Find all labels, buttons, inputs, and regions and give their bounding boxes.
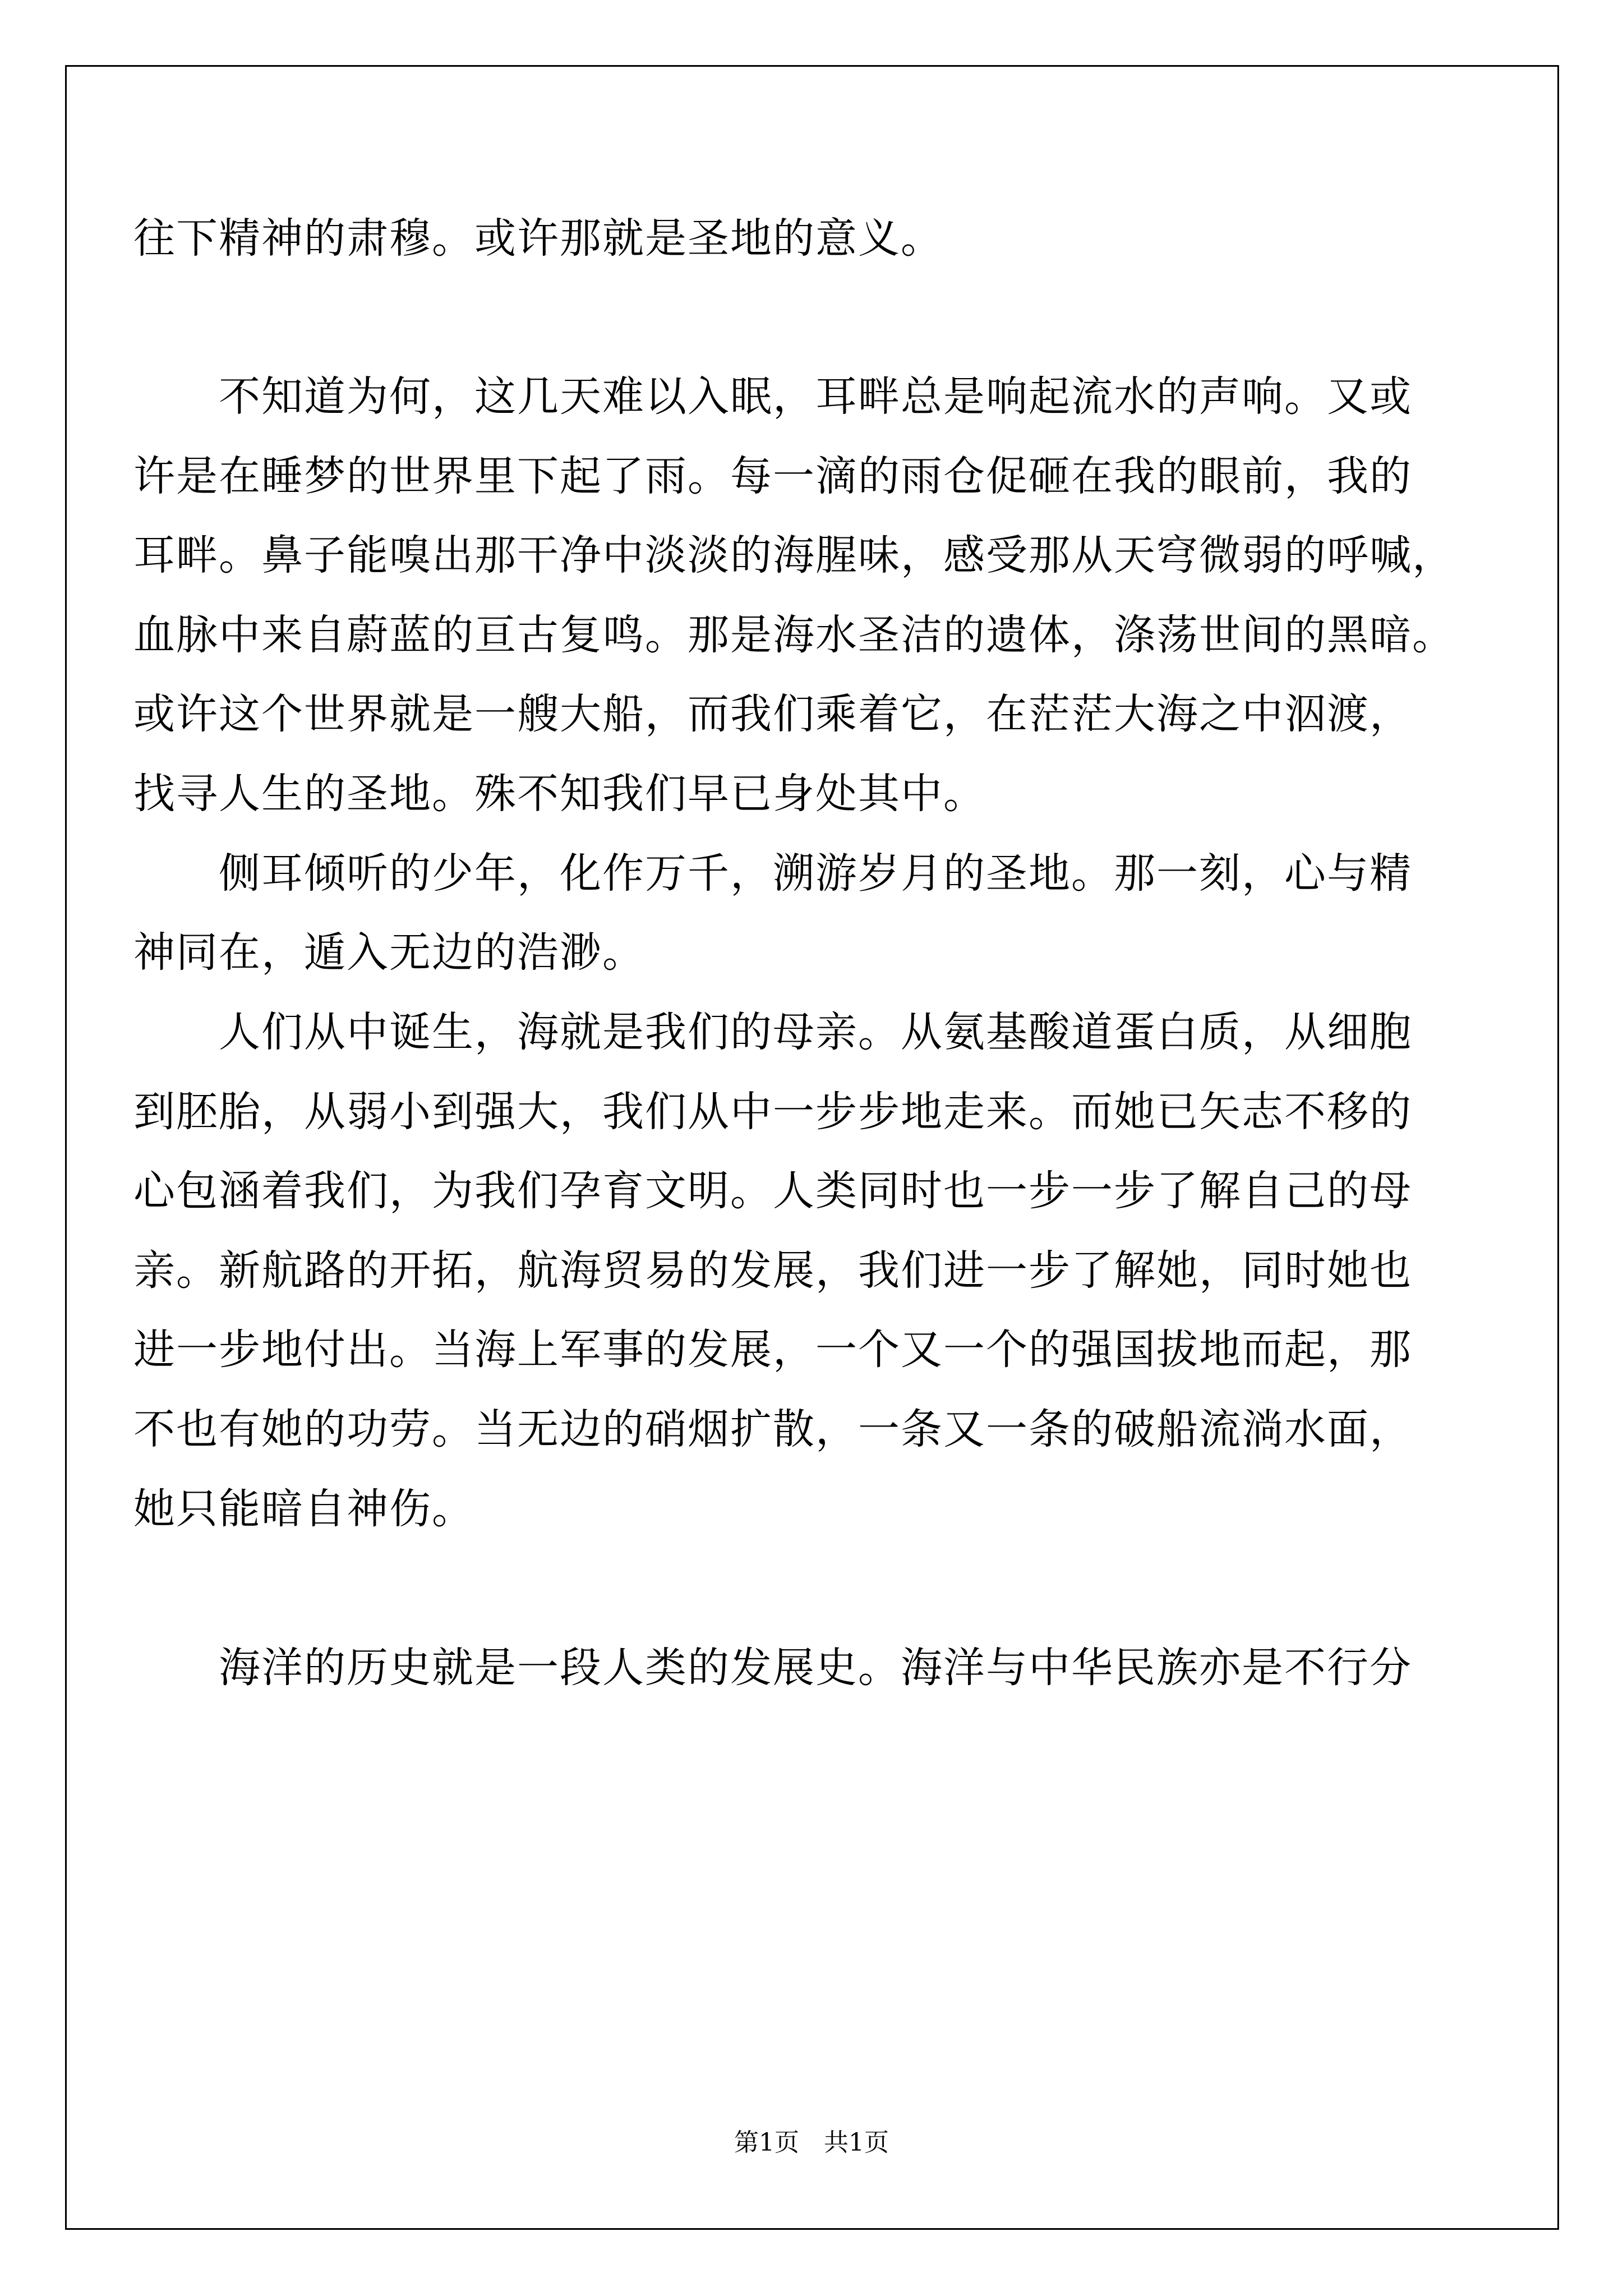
text-line: 侧耳倾听的少年，化作万千，溯游岁月的圣地。那一刻，心与精 (133, 849, 1412, 898)
text-line: 或许这个世界就是一艘大船，而我们乘着它，在茫茫大海之中泅渡， (133, 690, 1412, 738)
text-line: 血脉中来自蔚蓝的亘古复鸣。那是海水圣洁的遗体，涤荡世间的黑暗。 (133, 611, 1455, 659)
page-footer: 第1页 共1页 (734, 2128, 889, 2157)
text-line: 海洋的历史就是一段人类的发展史。海洋与中华民族亦是不行分 (133, 1644, 1412, 1692)
text-line: 找寻人生的圣地。殊不知我们早已身处其中。 (133, 770, 986, 818)
text-line: 进一步地付出。当海上军事的发展，一个又一个的强国拔地而起，那 (133, 1326, 1412, 1374)
text-line: 人们从中诞生，海就是我们的母亲。从氨基酸道蛋白质，从细胞 (133, 1008, 1412, 1056)
text-line: 她只能暗自神伤。 (133, 1485, 474, 1533)
text-line: 不也有她的功劳。当无边的硝烟扩散，一条又一条的破船流淌水面， (133, 1405, 1412, 1453)
text-line: 许是在睡梦的世界里下起了雨。每一滴的雨仓促砸在我的眼前，我的 (133, 452, 1412, 500)
text-line: 亲。新航路的开拓，航海贸易的发展，我们进一步了解她，同时她也 (133, 1246, 1412, 1295)
text-line: 往下精神的肃穆。或许那就是圣地的意义。 (133, 214, 943, 263)
text-line: 神同在，遁入无边的浩渺。 (133, 928, 645, 977)
text-line: 不知道为何，这几天难以入眠，耳畔总是响起流水的声响。又或 (133, 372, 1412, 421)
text-line: 到胚胎，从弱小到强大，我们从中一步步地走来。而她已矢志不移的 (133, 1088, 1412, 1136)
text-line: 耳畔。鼻子能嗅出那干净中淡淡的海腥味，感受那从天穹微弱的呼喊， (133, 531, 1455, 579)
text-line: 心包涵着我们，为我们孕育文明。人类同时也一步一步了解自己的母 (133, 1167, 1412, 1215)
